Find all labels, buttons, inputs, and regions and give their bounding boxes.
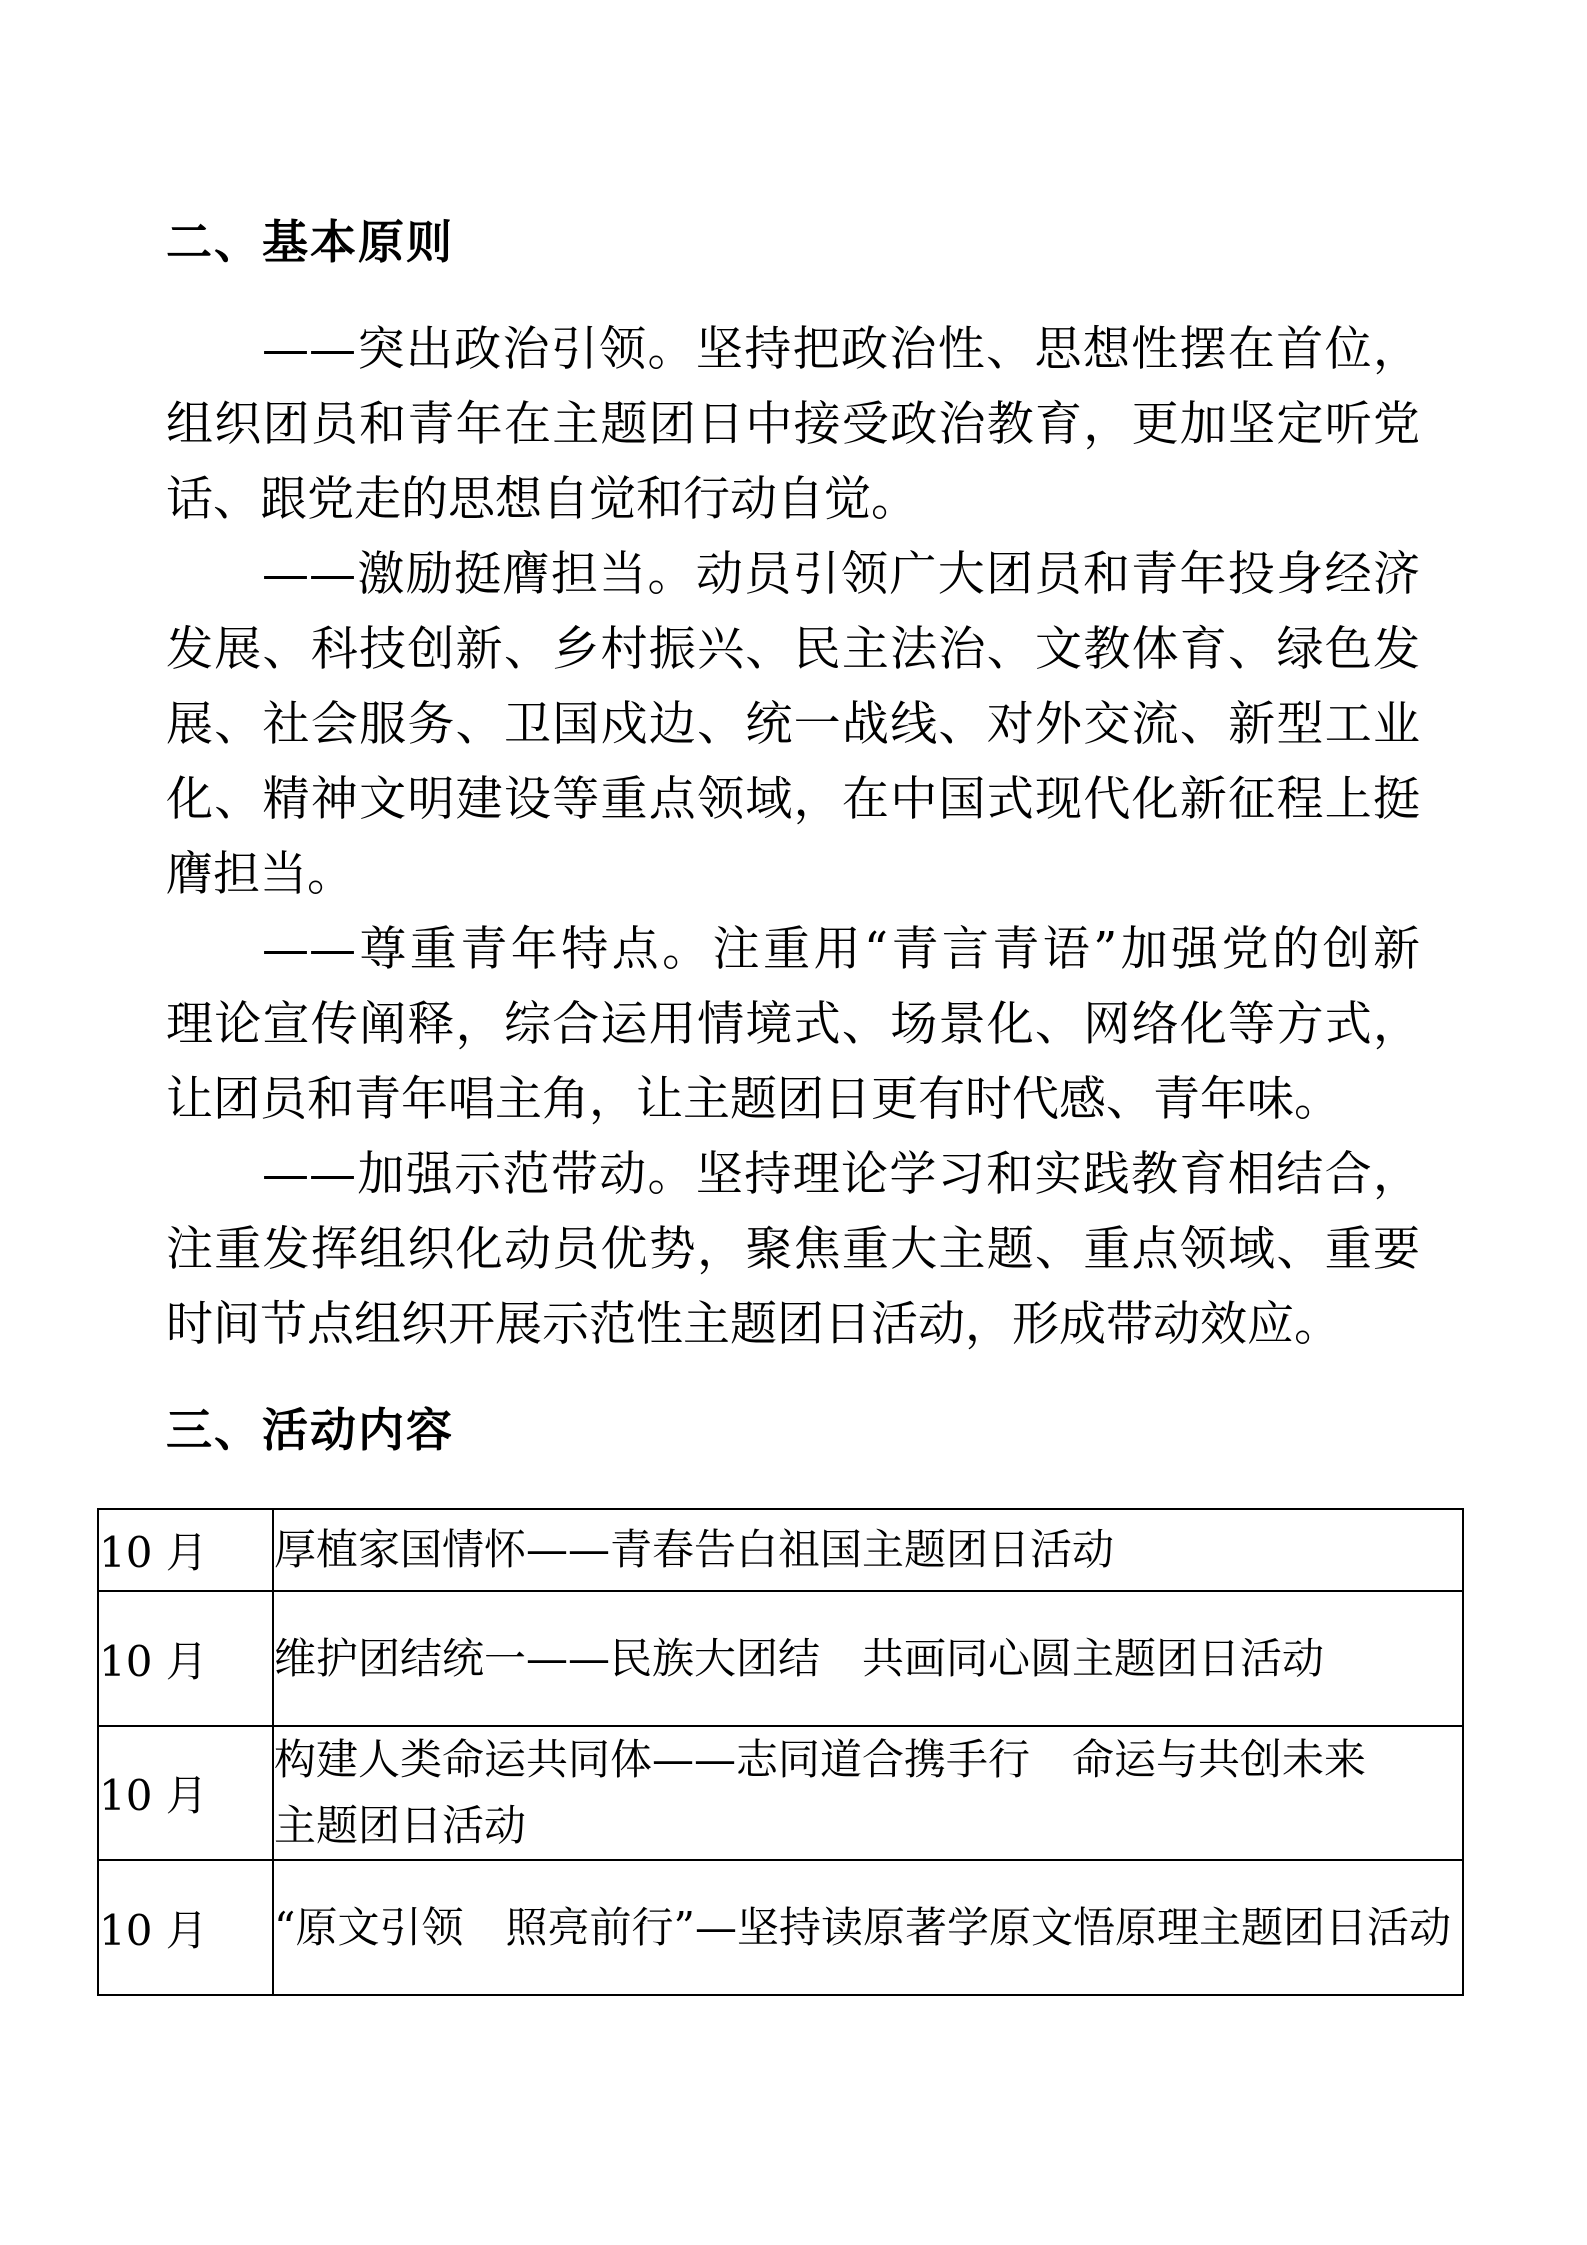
table-row <box>98 1860 1463 1995</box>
activity-text: 厚植家国情怀——青春告白祖国主题团日活动 <box>274 1525 1115 1574</box>
paragraph-line: ——尊重青年特点。注重用“青言青语”加强党的创新 <box>262 922 1420 977</box>
section-heading-principles: 二、基本原则 <box>166 215 454 269</box>
activity-text: 维护团结统一——民族大团结 共画同心圆主题团日活动 <box>274 1633 1325 1683</box>
activity-cell <box>273 1509 1463 1591</box>
month-cell: 10 月 <box>98 1509 273 1591</box>
document-body <box>166 212 1420 1460</box>
activity-text: “原文引领 照亮前行”—坚持读原著学原文悟原理主题团日活动 <box>274 1902 1451 1952</box>
activity-schedule-table <box>97 1508 1464 1996</box>
activity-cell <box>273 1726 1463 1860</box>
activity-cell <box>273 1860 1463 1995</box>
month-cell: 10 月 <box>98 1591 273 1726</box>
paragraph-line: 展、社会服务、卫国戍边、统一战线、对外交流、新型工业 <box>166 697 1420 752</box>
paragraph-line: 化、精神文明建设等重点领域，在中国式现代化新征程上挺 <box>166 772 1420 827</box>
paragraph-line: 膺担当。 <box>166 847 354 902</box>
table-row <box>98 1726 1463 1860</box>
month-cell: 10 月 <box>98 1860 273 1995</box>
paragraph-line: ——加强示范带动。坚持理论学习和实践教育相结合， <box>262 1147 1420 1202</box>
section-heading-activities: 三、活动内容 <box>166 1403 454 1457</box>
paragraph-demonstration-drive <box>166 1137 1420 1362</box>
paragraph-political-guidance <box>166 312 1420 537</box>
paragraph-line: 时间节点组织开展示范性主题团日活动，形成带动效应。 <box>166 1297 1341 1352</box>
paragraph-respect-youth <box>166 912 1420 1137</box>
paragraph-line: 理论宣传阐释，综合运用情境式、场景化、网络化等方式， <box>166 997 1420 1052</box>
table-row <box>98 1509 1463 1591</box>
paragraph-line: ——激励挺膺担当。动员引领广大团员和青年投身经济 <box>262 547 1420 602</box>
paragraph-line: 让团员和青年唱主角，让主题团日更有时代感、青年味。 <box>166 1072 1341 1127</box>
paragraph-line: ——突出政治引领。坚持把政治性、思想性摆在首位， <box>262 322 1420 377</box>
paragraph-line: 话、跟党走的思想自觉和行动自觉。 <box>166 472 918 527</box>
paragraph-line: 组织团员和青年在主题团日中接受政治教育，更加坚定听党 <box>166 397 1420 452</box>
activity-text: 主题团日活动 <box>274 1801 527 1850</box>
principles-paragraphs <box>166 312 1420 1362</box>
paragraph-line: 发展、科技创新、乡村振兴、民主法治、文教体育、绿色发 <box>166 622 1420 677</box>
activity-text: 构建人类命运共同体——志同道合携手行 命运与共创未来 <box>274 1735 1367 1784</box>
activity-cell <box>273 1591 1463 1726</box>
month-cell: 10 月 <box>98 1726 273 1860</box>
table-row <box>98 1591 1463 1726</box>
paragraph-encourage-responsibility <box>166 537 1420 912</box>
paragraph-line: 注重发挥组织化动员优势，聚焦重大主题、重点领域、重要 <box>166 1222 1420 1277</box>
